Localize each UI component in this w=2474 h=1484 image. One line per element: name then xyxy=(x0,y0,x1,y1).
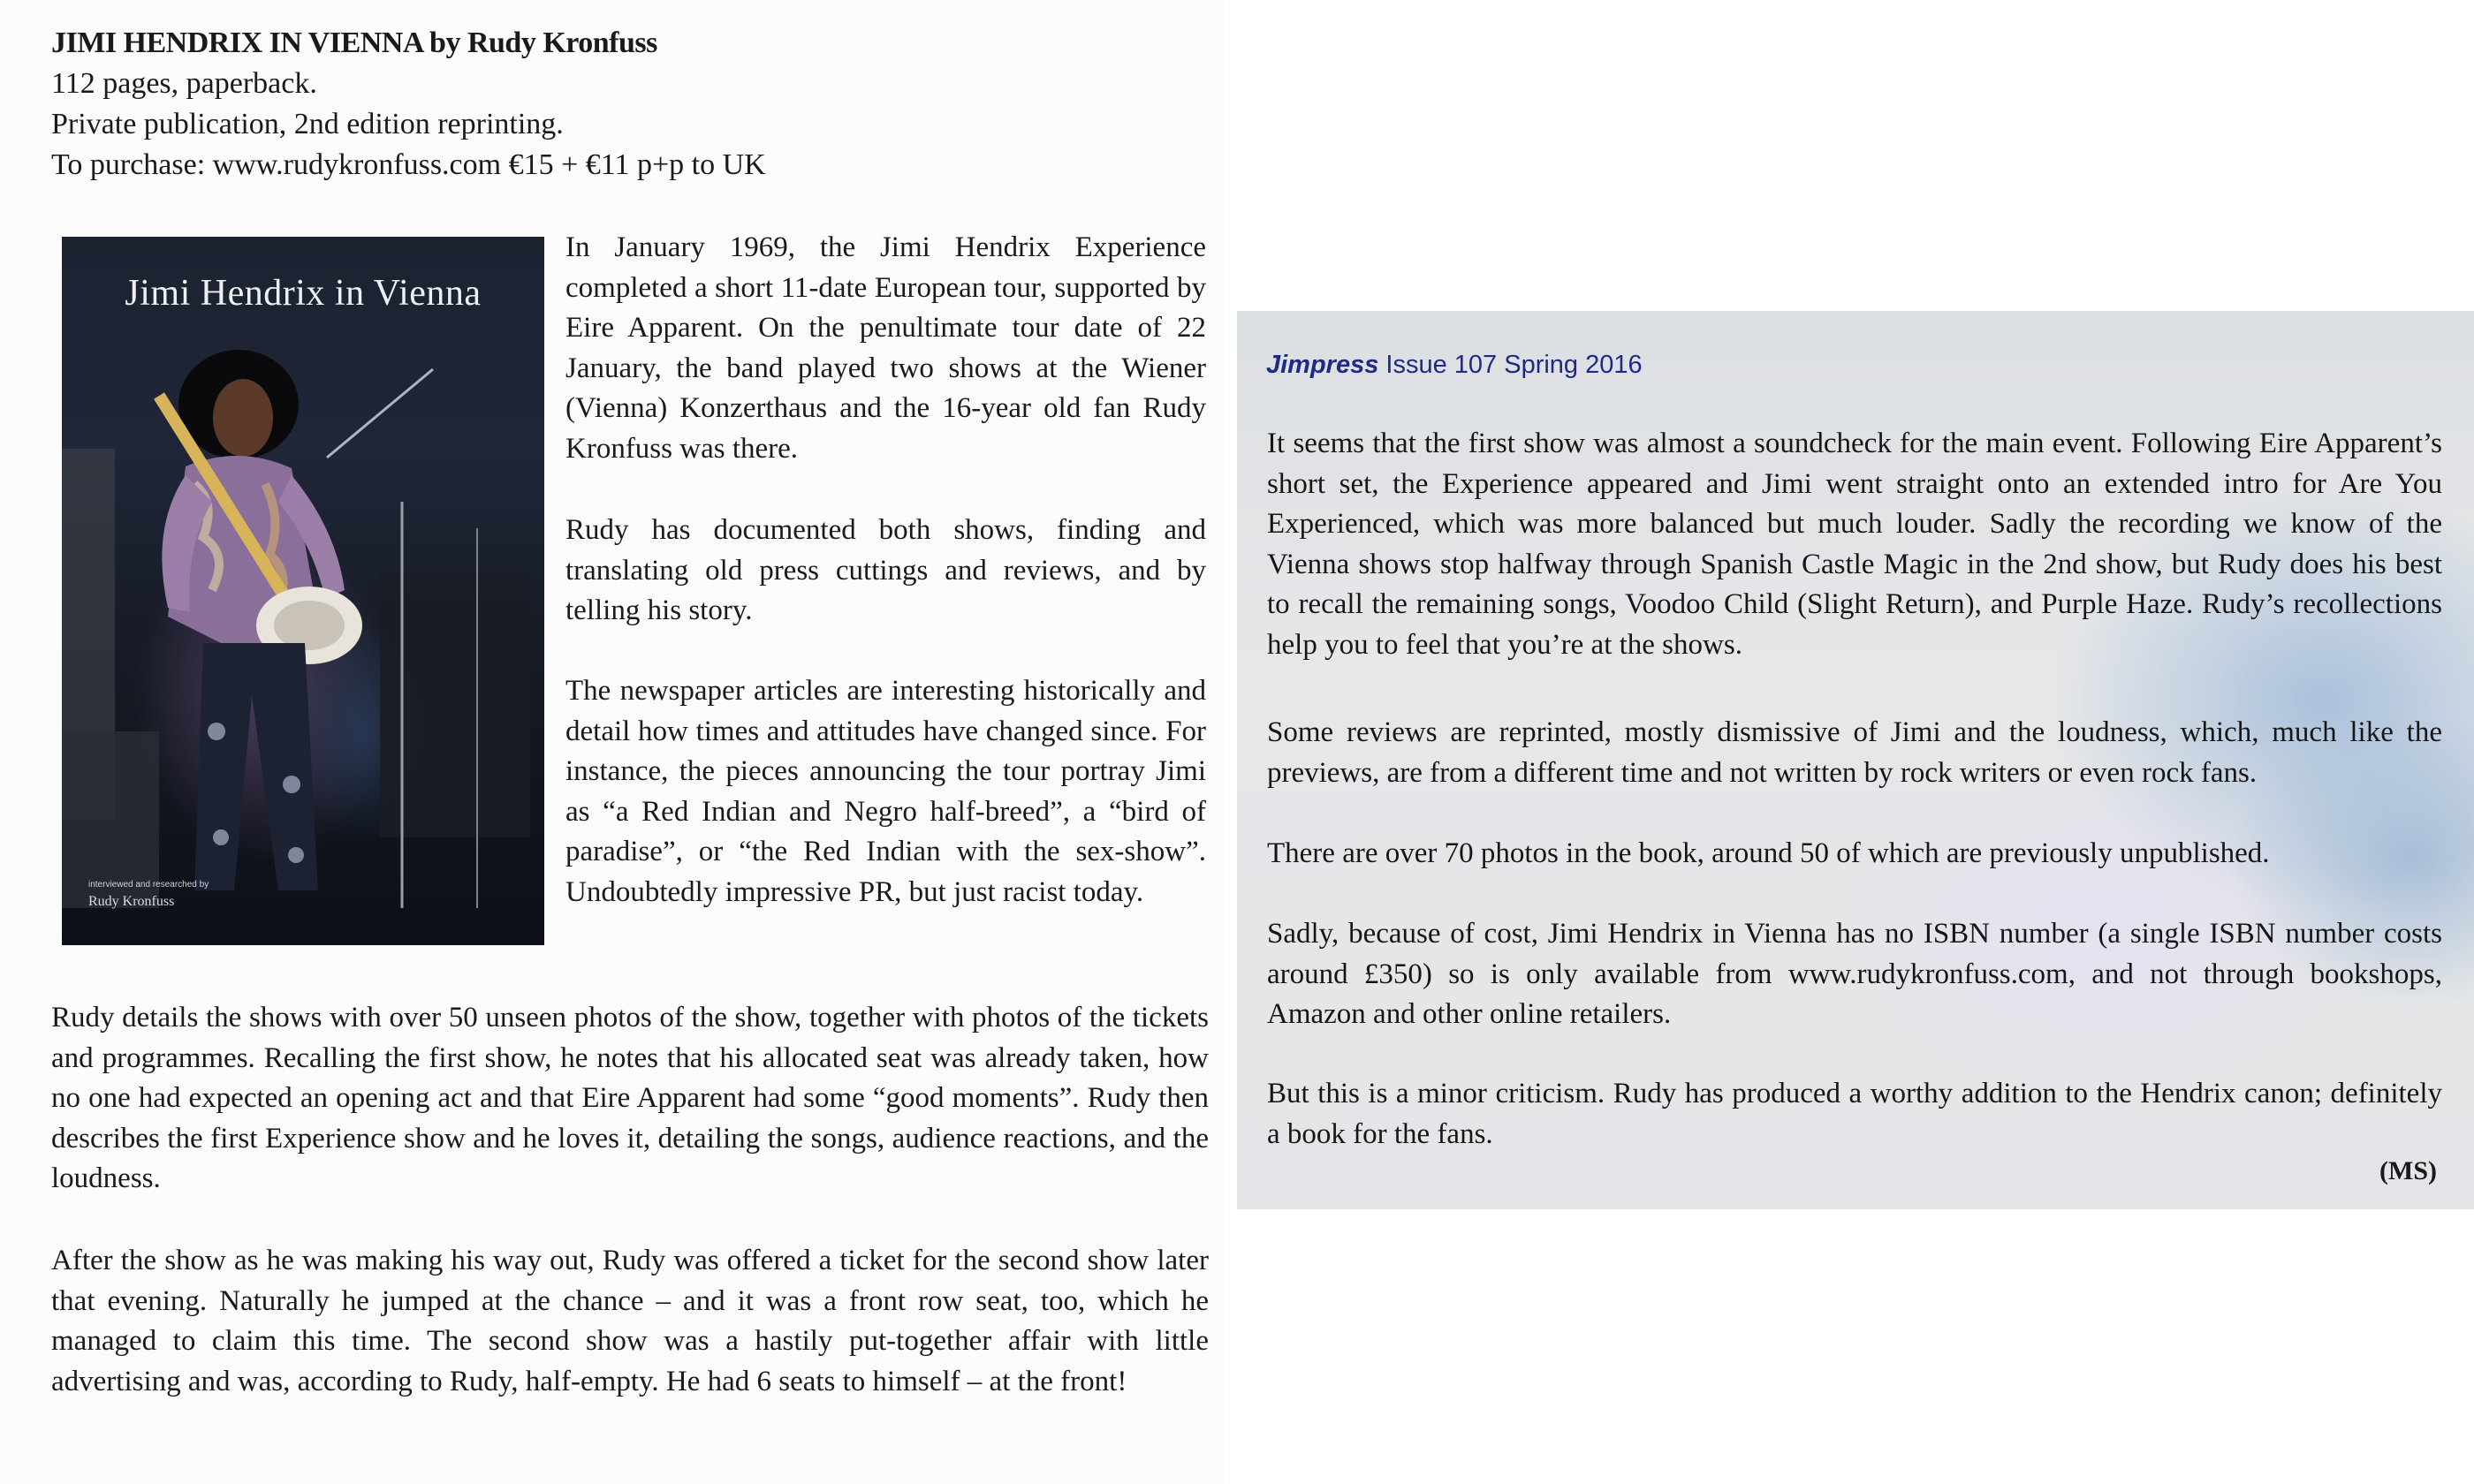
magazine-issue: Issue 107 Spring 2016 xyxy=(1378,351,1643,379)
review-paragraph-2: Rudy has documented both shows, finding and translating old press cuttings and reviews, and by telling his story. xyxy=(565,514,1206,627)
excerpt-paragraph-2: Some reviews are reprinted, mostly dismissive of Jimi and the loudness, which, much like the previews, are from a different time and not written by rock writers or even rock fans. xyxy=(1267,716,2442,789)
excerpt-paragraph-5: But this is a minor criticism. Rudy has produced a worthy addition to the Hendrix canon; definitely a book for the fans. xyxy=(1267,1078,2442,1150)
magazine-excerpt-panel xyxy=(1237,311,2474,1209)
review-paragraph-3: The newspaper articles are interesting historically and detail how times and attitudes have changed since. For instance, the pieces announcing the tour portray Jimi as “a Red Indian and Negro half-breed”, a “bird of paradise”, or “the Red Indian with the sex-show”. Undoubtedly impressive PR, but just racist today. xyxy=(565,675,1206,908)
book-title: JIMI HENDRIX IN VIENNA by Rudy Kronfuss xyxy=(51,26,657,59)
cover-author: Rudy Kronfuss xyxy=(88,894,175,909)
excerpt-paragraph-4: Sadly, because of cost, Jimi Hendrix in Vienna has no ISBN number (a single ISBN number costs around £350) so is only available from www.rudykronfuss.com, and not through bookshops, Amazon and other online retailers. xyxy=(1267,918,2442,1031)
left-page xyxy=(0,0,1224,1484)
review-header xyxy=(51,23,1200,186)
book-edition: Private publication, 2nd edition reprinting. xyxy=(51,108,564,140)
review-paragraph-5: After the show as he was making his way out, Rudy was offered a ticket for the second show later that evening. Naturally he jumped at the chance – and it was a front row seat, too, which he managed to claim this time. The second show was a hastily put-together affair with little advertising and was, according to Rudy, half-empty. He had 6 seats to himself – at the front! xyxy=(51,1245,1209,1397)
book-cover-image xyxy=(62,237,544,945)
magazine-header xyxy=(1266,351,1643,380)
review-paragraph-4: Rudy details the shows with over 50 unseen photos of the show, together with photos of the tickets and programmes. Recalling the first show, he notes that his allocated seat was already taken, how no one had expected an opening act and that Eire Apparent had some “good moments”. Rudy then describes the first Experience show and he loves it, detailing the songs, audience reactions, and the loudness. xyxy=(51,1002,1209,1195)
cover-credit-caption: interviewed and researched by xyxy=(88,880,209,890)
cover-title: Jimi Hendrix in Vienna xyxy=(125,273,482,314)
excerpt-paragraph-3: There are over 70 photos in the book, around 50 of which are previously unpublished. xyxy=(1267,837,2270,869)
guitarist-photo xyxy=(62,237,544,945)
book-purchase-info: To purchase: www.rudykronfuss.com €15 + €11 p+p to UK xyxy=(51,148,766,181)
reviewer-signature: (MS) xyxy=(2379,1156,2437,1185)
excerpt-paragraph-1: It seems that the first show was almost a soundcheck for the main event. Following Eire Apparent’s short set, the Experience appeared and Jimi went straight onto an extended intro for Are You Experienced, which was more balanced but much louder. Sadly the recording we know of the Vienna shows stop halfway through Spanish Castle Magic in the 2nd show, but Rudy does his best to recall the remaining songs, Voodoo Child (Slight Return), and Purple Haze. Rudy’s recollections help you to feel that you’re at the shows. xyxy=(1267,428,2442,661)
book-pages: 112 pages, paperback. xyxy=(51,67,317,100)
magazine-name: Jimpress xyxy=(1266,351,1379,379)
review-paragraph-1: In January 1969, the Jimi Hendrix Experience completed a short 11-date European tour, supported by Eire Apparent. On the penultimate tour date of 22 January, the band played two shows at the Wiener (Vienna) Konzerthaus and the 16-year old fan Rudy Kronfuss was there. xyxy=(565,231,1206,465)
